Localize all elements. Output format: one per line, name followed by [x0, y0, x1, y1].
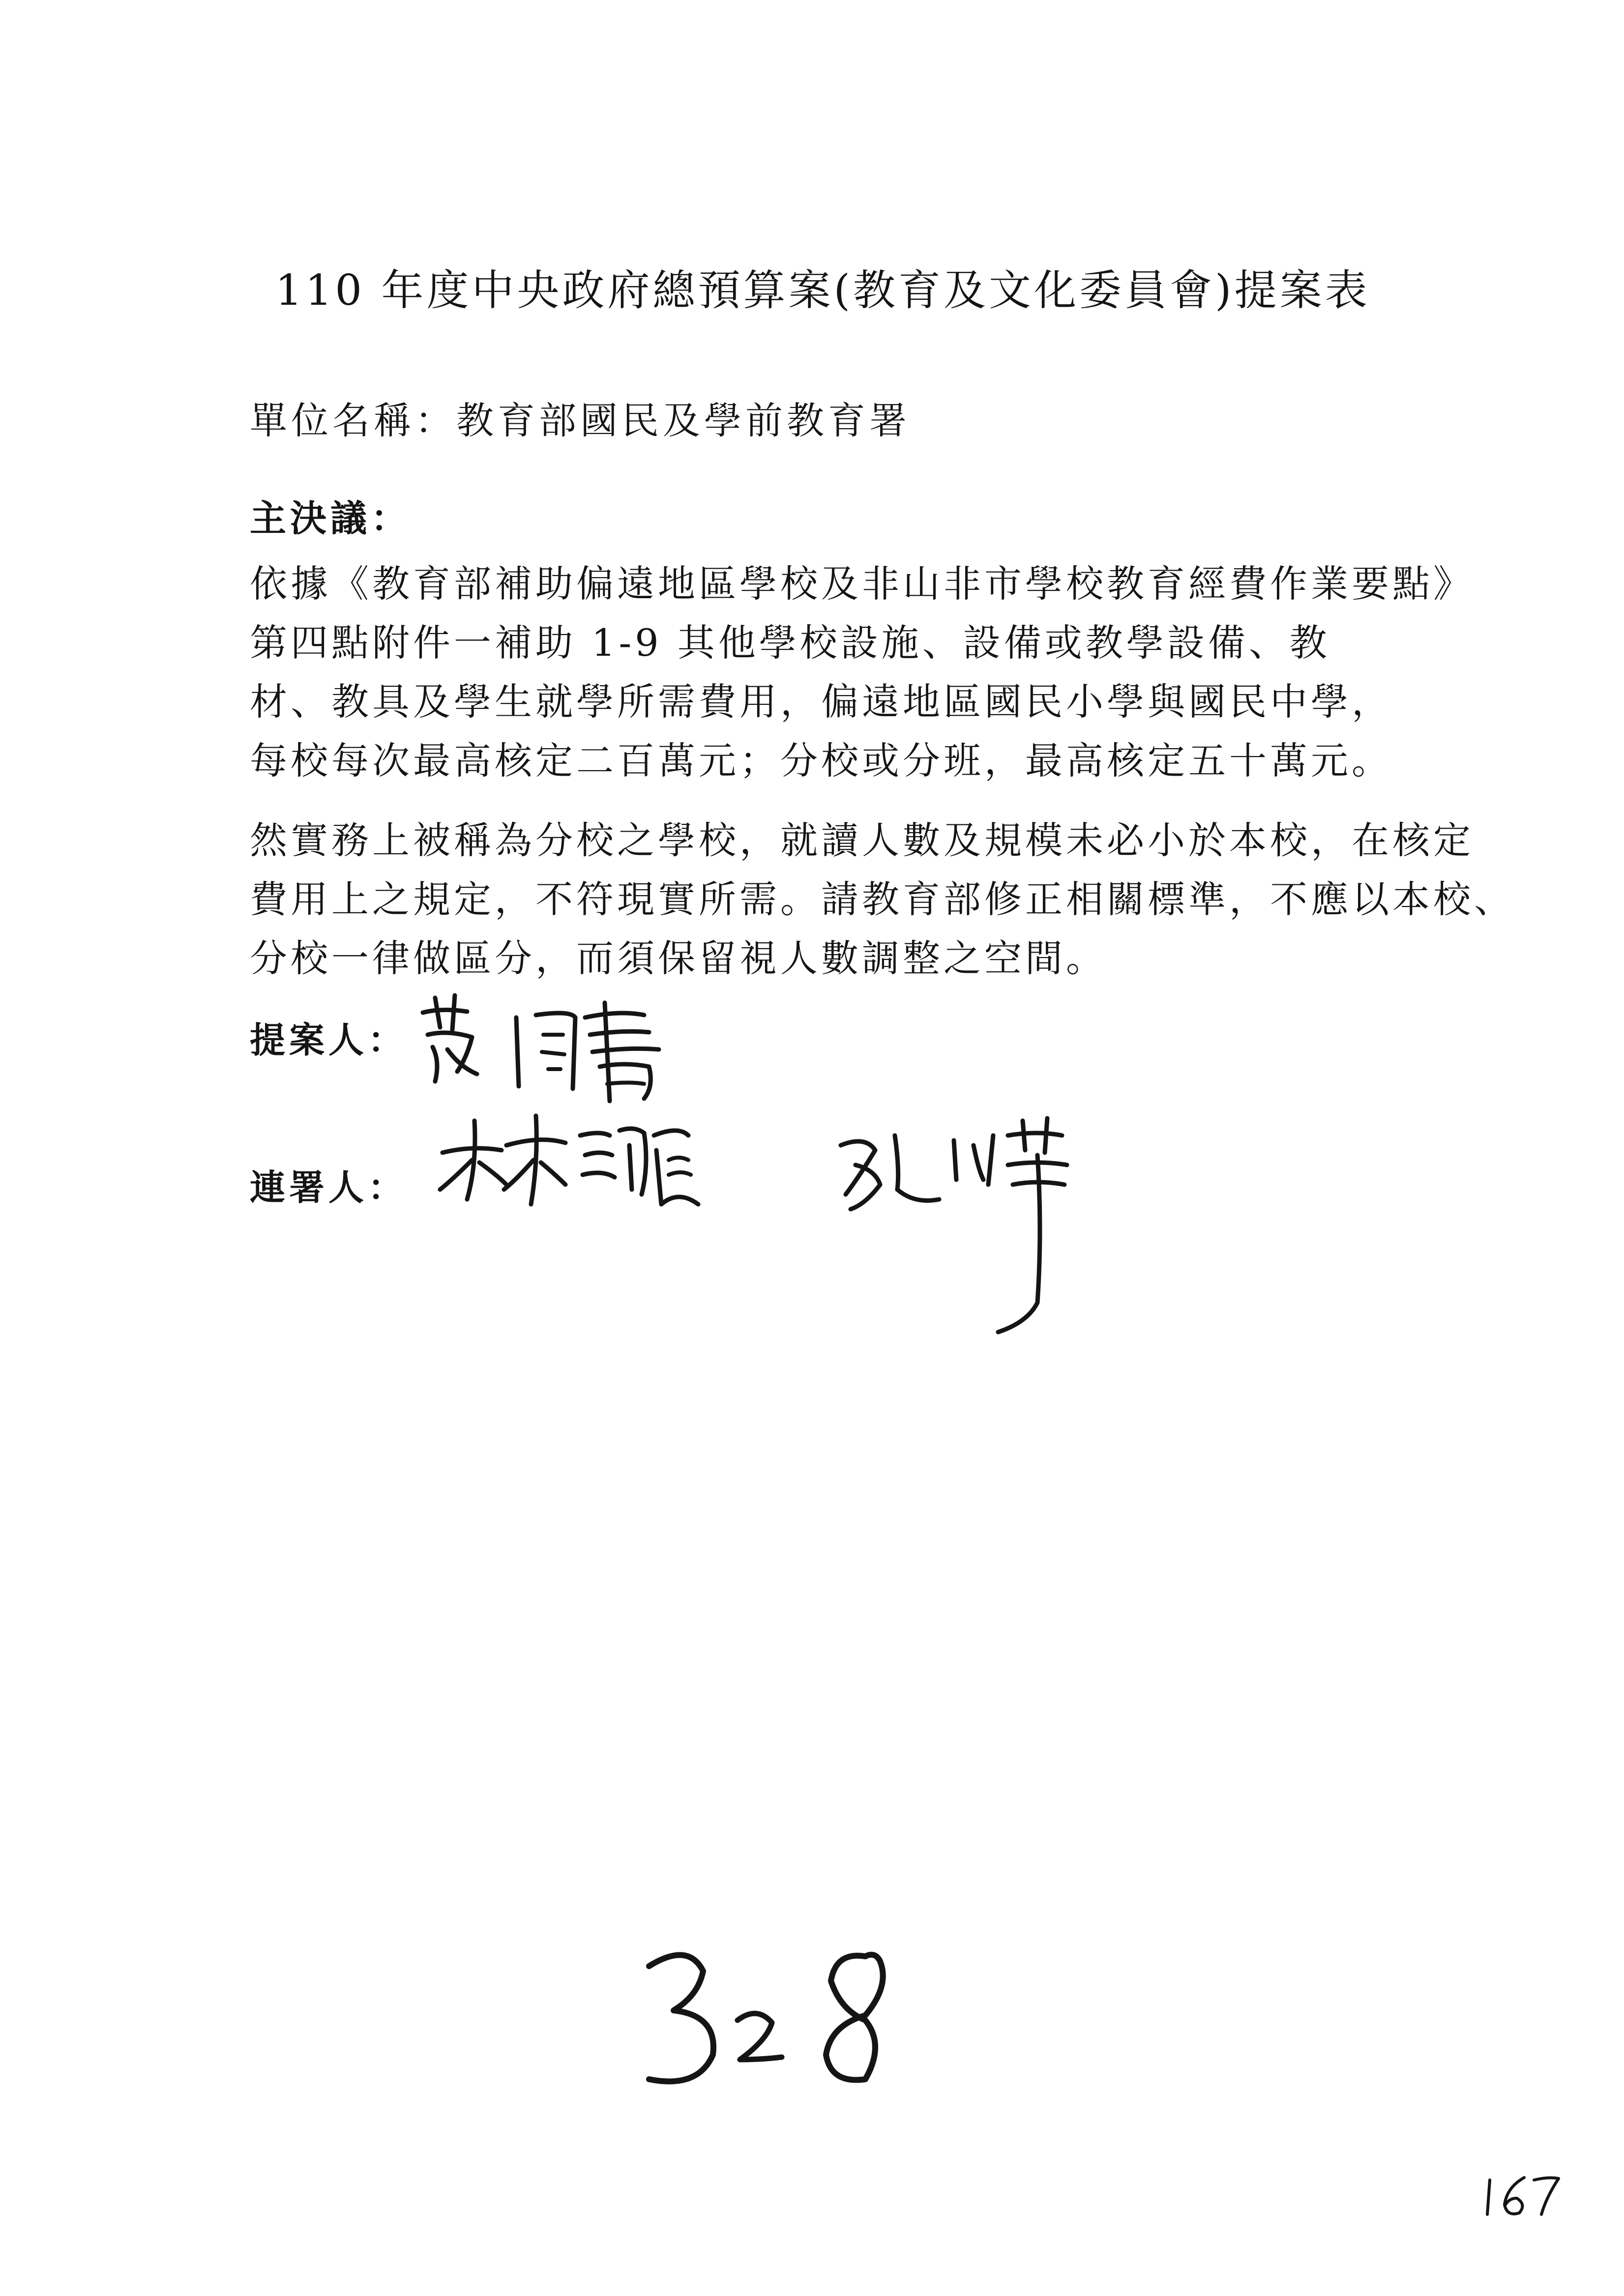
cosigner-label: 連署人：	[250, 1167, 408, 1208]
handwritten-number	[634, 1937, 910, 2099]
main-resolution-label: 主決議：	[250, 497, 411, 540]
unit-name-line: 單位名稱：教育部國民及學前教育署	[250, 399, 911, 442]
paragraph-2-line: 分校一律做區分，而須保留視人數調整之空間。	[250, 936, 1107, 980]
resolution-paragraph-1	[250, 562, 1474, 801]
proposer-signature	[413, 988, 688, 1106]
proposer-label: 提案人：	[250, 1019, 408, 1061]
cosigner-signatures	[433, 1106, 1141, 1342]
paragraph-1-line: 依據《教育部補助偏遠地區學校及非山非市學校教育經費作業要點》	[250, 562, 1474, 606]
paragraph-1-line: 材、教具及學生就學所需費用，偏遠地區國民小學與國民中學，	[250, 680, 1392, 724]
resolution-paragraph-2	[250, 818, 1515, 999]
paragraph-2-line: 費用上之規定，不符現實所需。請教育部修正相關標準，不應以本校、	[250, 877, 1515, 921]
paragraph-1-line: 每校每次最高核定二百萬元；分校或分班，最高核定五十萬元。	[250, 739, 1392, 783]
document-title: 110 年度中央政府總預算案(教育及文化委員會)提案表	[275, 266, 1370, 315]
paragraph-2-line: 然實務上被稱為分校之學校，就讀人數及規模未必小於本校，在核定	[250, 818, 1474, 862]
page-number	[1480, 2168, 1564, 2222]
paragraph-1-line: 第四點附件一補助 1-9 其他學校設施、設備或教學設備、教	[250, 621, 1330, 665]
